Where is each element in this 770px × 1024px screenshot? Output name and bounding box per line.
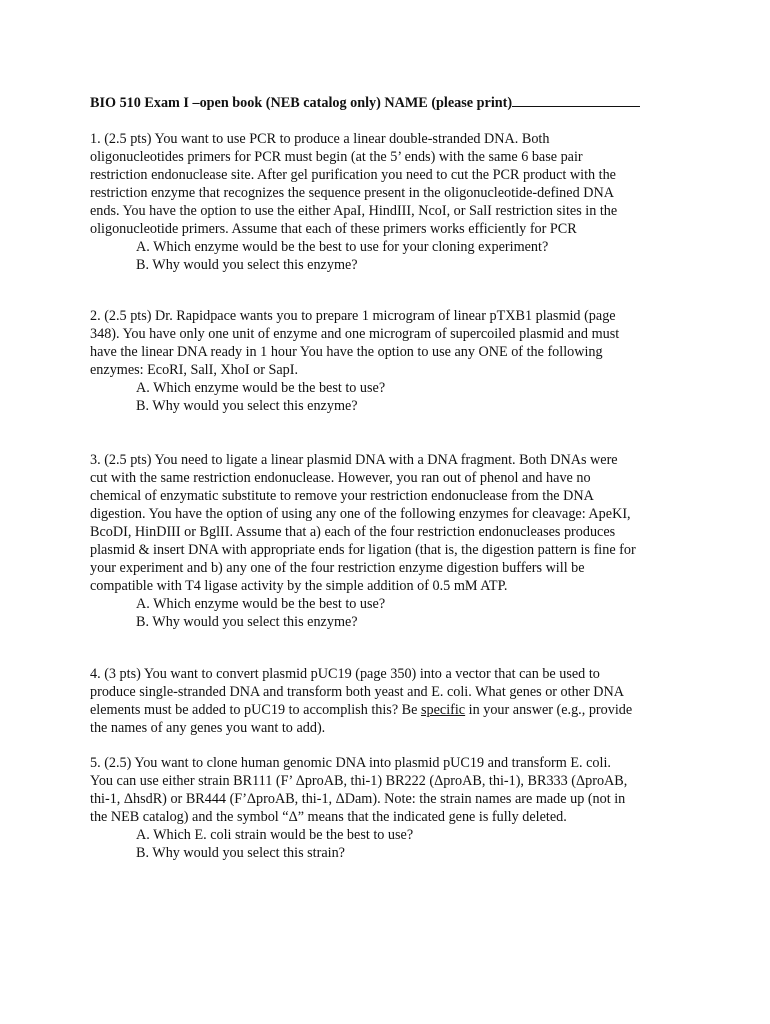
question-3-part-a: A. Which enzyme would be the best to use? [136, 596, 386, 612]
question-5-line-1: 5. (2.5) You want to clone human genomic DNA into plasmid pUC19 and transform E. coli. [90, 755, 611, 771]
question-4-line-3 [90, 701, 690, 719]
question-5-part-b: B. Why would you select this strain? [136, 845, 345, 861]
question-4 [90, 665, 690, 737]
question-1-line-3: restriction endonuclease site. After gel purification you need to cut the PCR product with the [90, 167, 616, 183]
question-5 [90, 754, 690, 862]
question-4-line-3-end: in your answer (e.g., provide [465, 702, 633, 718]
question-5-line-2: You can use either strain BR111 (F’ ΔproAB, thi-1) BR222 (ΔproAB, thi-1), BR333 (ΔproAB, [90, 773, 628, 789]
question-1-line-6: oligonucleotide primers. Assume that each of these primers works efficiently for PCR [90, 221, 577, 237]
question-3-line-1: 3. (2.5 pts) You need to ligate a linear plasmid DNA with a DNA fragment. Both DNAs were [90, 452, 618, 468]
question-5-line-4: the NEB catalog) and the symbol “Δ” means that the indicated gene is fully deleted. [90, 809, 567, 825]
exam-header [90, 92, 690, 110]
question-3-line-3: chemical of enzymatic substitute to remove your restriction endonuclease from the DNA [90, 488, 594, 504]
question-3 [90, 451, 690, 631]
name-blank-line [512, 92, 640, 107]
exam-page [90, 92, 690, 861]
question-1-line-4: restriction enzyme that recognizes the sequence present in the oligonucleotide-defined DNA [90, 185, 614, 201]
question-1-part-a: A. Which enzyme would be the best to use for your cloning experiment? [136, 239, 549, 255]
question-1-part-b: B. Why would you select this enzyme? [136, 257, 358, 273]
question-3-part-b: B. Why would you select this enzyme? [136, 614, 358, 630]
question-2-line-4: enzymes: EcoRI, SalI, XhoI or SapI. [90, 362, 299, 378]
question-1-line-5: ends. You have the option to use the either ApaI, HindIII, NcoI, or SalI restriction sites in the [90, 203, 618, 219]
question-3-line-6: plasmid & insert DNA with appropriate ends for ligation (that is, the digestion pattern is fine for [90, 542, 636, 558]
question-1-line-1: 1. (2.5 pts) You want to use PCR to produce a linear double-stranded DNA. Both [90, 131, 550, 147]
question-1-line-2: oligonucleotides primers for PCR must begin (at the 5’ ends) with the same 6 base pair [90, 149, 583, 165]
question-3-line-2: cut with the same restriction endonuclease. However, you ran out of phenol and have no [90, 470, 591, 486]
exam-title: BIO 510 Exam I –open book (NEB catalog only) NAME (please print) [90, 95, 513, 111]
question-4-line-3-start: elements must be added to pUC19 to accomplish this? Be [90, 702, 421, 718]
question-1 [90, 130, 690, 274]
question-4-line-4: the names of any genes you want to add). [90, 720, 326, 736]
question-3-line-8: compatible with T4 ligase activity by the simple addition of 0.5 mM ATP. [90, 578, 508, 594]
question-5-part-a: A. Which E. coli strain would be the best to use? [136, 827, 414, 843]
question-3-line-4: digestion. You have the option of using any one of the following enzymes for cleavage: ApeKI, [90, 506, 631, 522]
question-3-line-5: BcoDI, HinDIII or BglII. Assume that a) each of the four restriction endonucleases produces [90, 524, 616, 540]
question-5-line-3: thi-1, ΔhsdR) or BR444 (F’ΔproAB, thi-1, ΔDam). Note: the strain names are made up (not in [90, 791, 626, 807]
question-2-line-3: have the linear DNA ready in 1 hour You have the option to use any ONE of the following [90, 344, 603, 360]
question-4-line-1: 4. (3 pts) You want to convert plasmid pUC19 (page 350) into a vector that can be used to [90, 666, 600, 682]
question-4-line-2: produce single-stranded DNA and transform both yeast and E. coli. What genes or other DNA [90, 684, 624, 700]
question-2-part-b: B. Why would you select this enzyme? [136, 398, 358, 414]
question-2-line-1: 2. (2.5 pts) Dr. Rapidpace wants you to prepare 1 microgram of linear pTXB1 plasmid (page [90, 308, 616, 324]
question-3-line-7: your experiment and b) any one of the four restriction enzyme digestion buffers will be [90, 560, 585, 576]
question-2 [90, 307, 690, 415]
question-2-line-2: 348). You have only one unit of enzyme and one microgram of supercoiled plasmid and must [90, 326, 620, 342]
question-2-part-a: A. Which enzyme would be the best to use? [136, 380, 386, 396]
specific-underlined-word: specific [420, 702, 466, 718]
